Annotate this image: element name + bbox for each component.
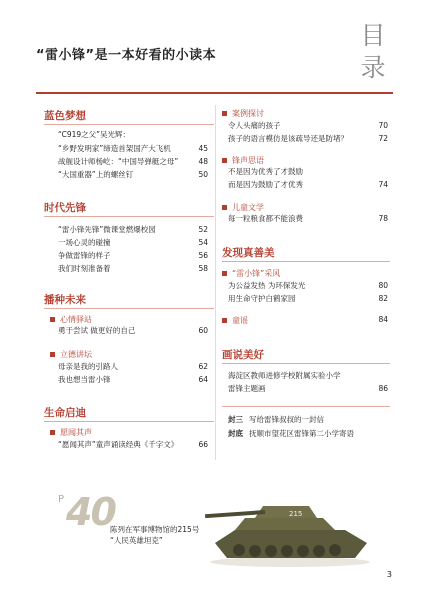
toc-title-char-2: 录 xyxy=(360,53,386,82)
subsection-label: 愿闻其声 xyxy=(50,427,92,438)
bullet-icon xyxy=(222,158,227,163)
tank-image xyxy=(205,488,375,568)
feature-p-letter: P xyxy=(58,494,65,505)
page-number: 3 xyxy=(386,570,392,579)
section-rule xyxy=(44,124,214,125)
section-title: 发现真善美 xyxy=(222,247,275,259)
top-rule xyxy=(36,92,393,94)
subsection-label: 锋声思语 xyxy=(222,155,264,166)
bullet-icon xyxy=(222,111,227,116)
bullet-icon xyxy=(222,271,227,276)
column-divider xyxy=(215,105,216,460)
bullet-icon xyxy=(50,352,55,357)
subsection-label: “雷小锋”采风 xyxy=(222,268,280,279)
bullet-icon xyxy=(50,430,55,435)
feature-page-number: 40 xyxy=(66,490,115,534)
subsection-label: 案例探讨 xyxy=(222,108,264,119)
bullet-icon xyxy=(222,318,227,323)
headline: “雷小锋”是一本好看的小读本 xyxy=(36,48,217,63)
subsection-label: 立德讲坛 xyxy=(50,349,92,360)
bullet-icon xyxy=(50,317,55,322)
section-rule xyxy=(44,216,214,217)
subsection-label: 心情驿站 xyxy=(50,314,92,325)
section-title: 时代先锋 xyxy=(44,202,86,214)
section-rule xyxy=(44,421,214,422)
section-title: 画说美好 xyxy=(222,349,264,361)
section-title: 播种未来 xyxy=(44,294,86,306)
toc-title-char-1: 目 xyxy=(360,21,386,50)
section-title: 生命启迪 xyxy=(44,407,86,419)
back-matter-note[interactable]: 封底 抚顺市望花区雷锋第二小学寄语 xyxy=(228,429,354,438)
toc-title xyxy=(356,20,390,84)
caption-line: “人民英雄坦克” xyxy=(110,536,163,545)
subsection-label: 儿童文学 xyxy=(222,202,264,213)
caption-line: 陈列在军事博物馆的215号 xyxy=(110,525,200,534)
bullet-icon xyxy=(222,205,227,210)
section-rule xyxy=(222,406,390,407)
section-rule xyxy=(222,261,390,262)
subsection-label: 童谣 xyxy=(222,315,388,326)
feature-caption xyxy=(110,524,199,546)
section-rule xyxy=(222,363,390,364)
tank-number: 215 xyxy=(289,510,303,518)
section-rule xyxy=(44,308,214,309)
section-title: 蓝色梦想 xyxy=(44,110,86,122)
back-matter-note[interactable]: 封三 写给雷锋叔叔的一封信 xyxy=(228,415,324,424)
